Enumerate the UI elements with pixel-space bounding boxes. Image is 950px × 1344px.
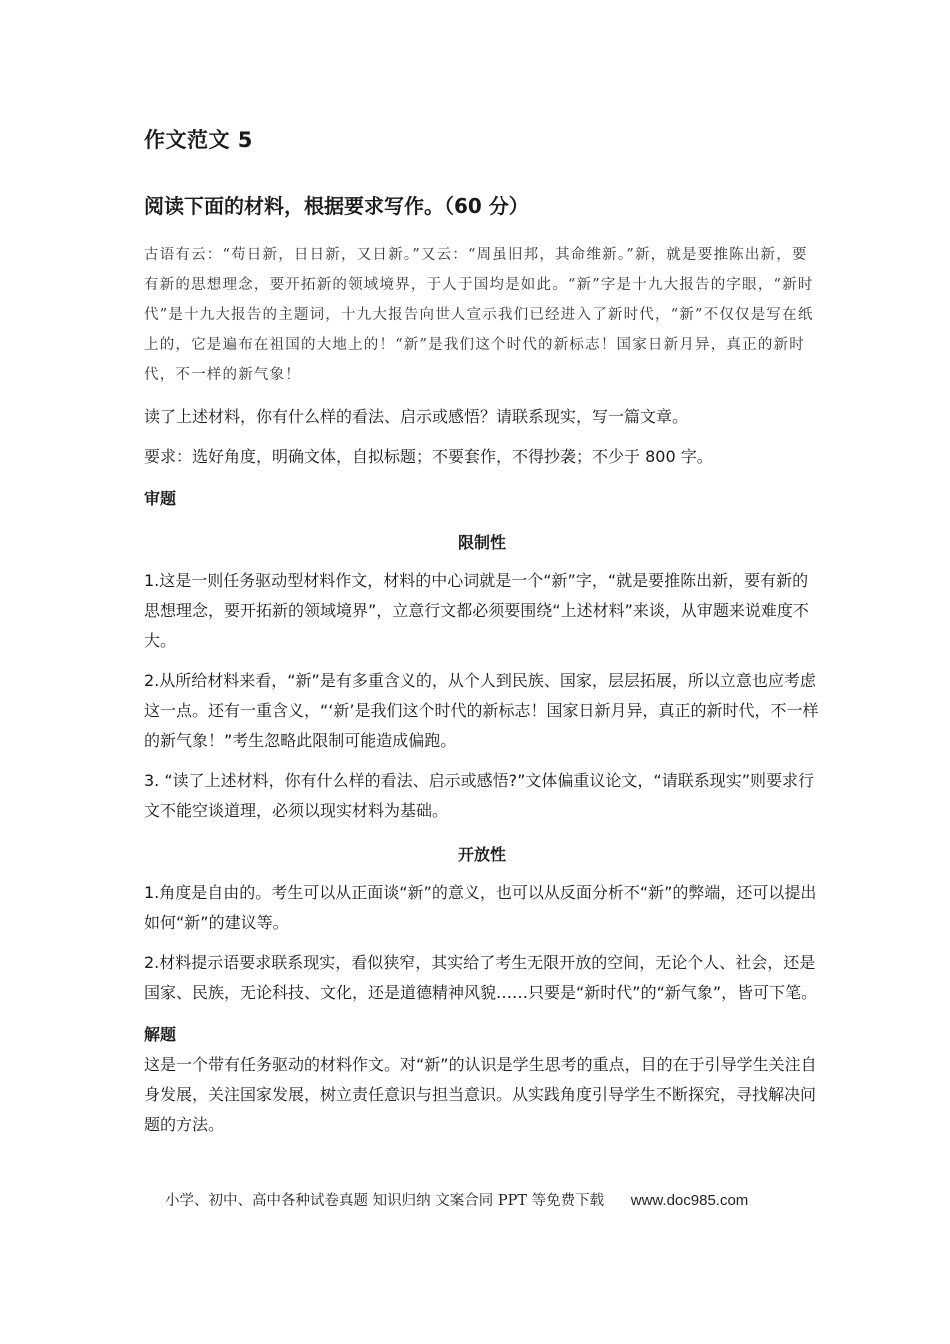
footer-site-link[interactable]: www.doc985.com bbox=[630, 1192, 749, 1209]
task-instruction: 读了上述材料，你有什么样的看法、启示或感悟？请联系现实，写一篇文章。 bbox=[144, 407, 689, 426]
open-item: 2.材料提示语要求联系现实，看似狭窄，其实给了考生无限开放的空间，无论个人、社会，还是国家、民族，无论科技、文化，还是道德精神风貌……只要是“新时代”的“新气象”，皆可下笔。 bbox=[144, 953, 818, 1002]
page-footer bbox=[165, 1188, 748, 1214]
essay-title: 作文范文 5 bbox=[144, 128, 253, 152]
document-page bbox=[144, 120, 820, 1140]
review-section-label: 审题 bbox=[144, 489, 177, 508]
solution-text: 这是一个带有任务驱动的材料作文。对“新”的认识是学生思考的重点，目的在于引导学生关注自身发展，关注国家发展，树立责任意识与担当意识。从实践角度引导学生不断探究，寻找解决问题的方法。 bbox=[144, 1055, 817, 1134]
requirements-text: 要求：选好角度，明确文体，自拟标题；不要套作，不得抄袭；不少于 800 字。 bbox=[144, 447, 713, 466]
open-item: 1.角度是自由的。考生可以从正面谈“新”的意义，也可以从反面分析不“新”的弊端，还可以提出如何“新”的建议等。 bbox=[144, 883, 817, 932]
restrictive-item: 2.从所给材料来看，“新”是有多重含义的，从个人到民族、国家，层层拓展，所以立意也应考虑这一点。还有一重含义，“‘新’是我们这个时代的新标志！国家日新月异，真正的新时代，不一样的新气象！”考生忽略此限制可能造成偏跑。 bbox=[144, 671, 819, 750]
restrictive-item: 3. “读了上述材料，你有什么样的看法、启示或感悟?”文体偏重议论文，“请联系现实”则要求行文不能空谈道理，必须以现实材料为基础。 bbox=[144, 771, 815, 820]
solution-section-label: 解题 bbox=[144, 1025, 177, 1044]
footer-slogan: 小学、初中、高中各种试卷真题 知识归纳 文案合同 PPT 等免费下载 bbox=[165, 1193, 605, 1209]
prompt-heading: 阅读下面的材料，根据要求写作。（60 分） bbox=[144, 194, 529, 218]
material-passage: 古语有云：“苟日新，日日新，又日新。”又云：“周虽旧邦，其命维新。”新，就是要推陈出新，要有新的思想理念，要开拓新的领域境界，于人于国均是如此。“新”字是十九大报告的字眼，“新时代”是十九大报告的主题词，十九大报告向世人宣示我们已经进入了新时代，“新”不仅仅是写在纸上的，它是遍布在祖国的大地上的！“新”是我们这个时代的新标志！国家日新月异，真正的新时代，不一样的新气象！ bbox=[144, 247, 814, 383]
restrictive-heading: 限制性 bbox=[457, 533, 506, 552]
open-heading: 开放性 bbox=[457, 845, 506, 864]
restrictive-item: 1.这是一则任务驱动型材料作文，材料的中心词就是一个“新”字，“就是要推陈出新，要有新的思想理念，要开拓新的领域境界”，立意行文都必须要围绕“上述材料”来谈，从审题来说难度不大。 bbox=[144, 571, 809, 650]
